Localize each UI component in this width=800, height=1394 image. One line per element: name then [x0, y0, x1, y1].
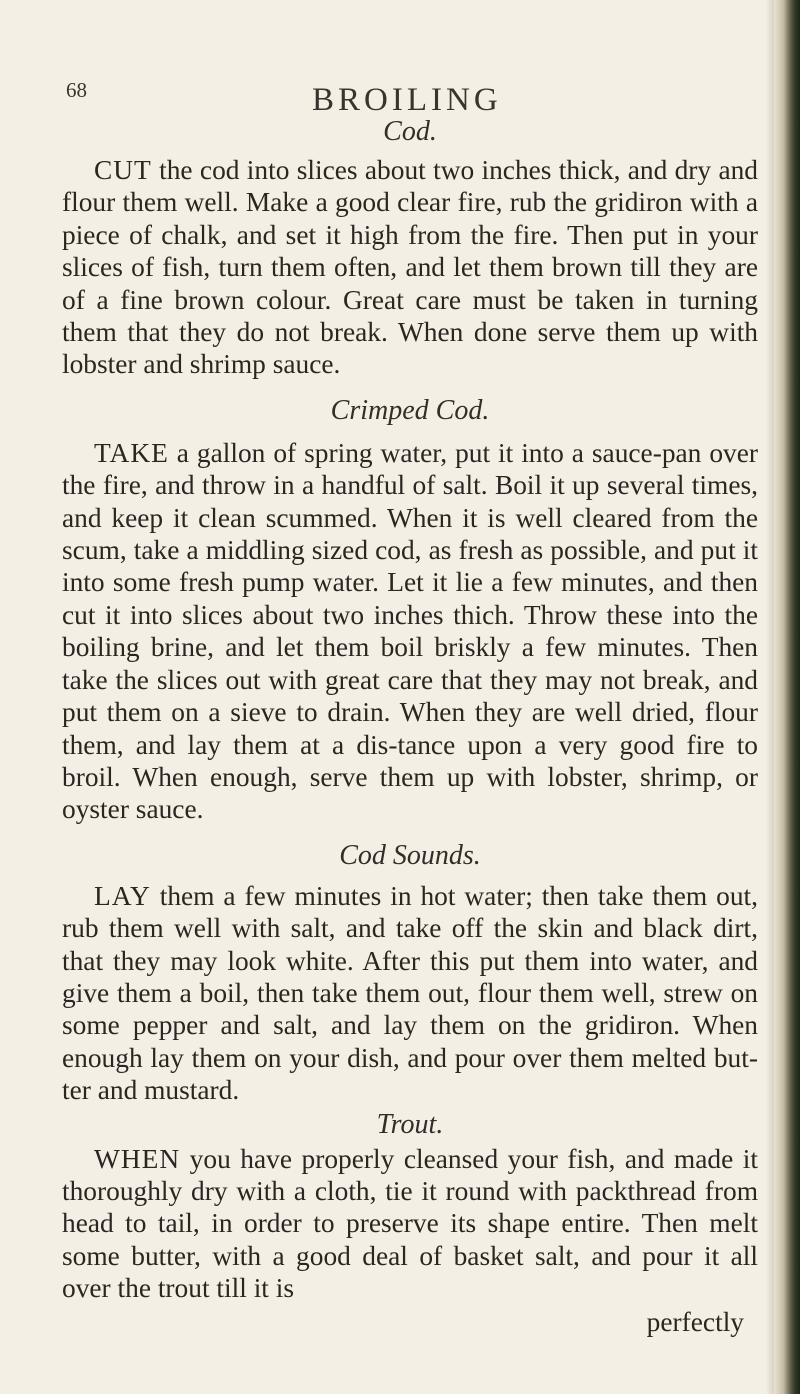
section-body-cod-sounds	[62, 880, 758, 1107]
section-body-crimped-cod	[62, 437, 758, 826]
paragraph-text: the cod into slices about two inches thick, and dry and flour them well. Make a good clear fire, rub the gridiron with a piece of chalk, and set it high from the fire. Then put in your slices of fish, turn them often, and let them brown till they are of a fine brown colour. Great care must be taken in turning them that they do not break. When done serve them up with lobster and shrimp sauce.	[62, 155, 758, 380]
section-title-crimped-cod: Crimped Cod.	[330, 394, 490, 426]
catchword: perfectly	[646, 1306, 744, 1337]
lead-word: TAKE	[94, 437, 169, 468]
page-edge	[774, 0, 800, 1394]
section-title-trout: Trout.	[376, 1108, 444, 1140]
paragraph-text: them a few minutes in hot water; then take them out, rub them well with salt, and take off the skin and black dirt, that they may look white. After this put them into water, and give them a boil, then take them out, flour them well, strew on some pepper and salt, and lay them on the gridiron. When enough lay them on your dish, and pour over them melted but-ter and mustard.	[62, 880, 758, 1106]
lead-word: WHEN	[94, 1143, 181, 1174]
lead-word: CUT	[94, 155, 152, 185]
section-title-cod-sounds: Cod Sounds.	[339, 839, 481, 871]
page-content	[62, 110, 758, 1338]
section-body-cod	[62, 154, 758, 381]
paragraph-text: you have properly cleansed your fish, and made it thoroughly dry with a cloth, tie it round with packthread from head to tail, in order to preserve its shape entire. Then melt some butter, with a good deal of basket salt, and pour it all over the trout till it is	[62, 1143, 758, 1304]
section-title-cod: Cod.	[383, 116, 437, 147]
running-head: BROILING	[312, 82, 502, 118]
section-body-trout	[62, 1143, 758, 1305]
lead-word: LAY	[94, 880, 151, 911]
page-number: 68	[66, 78, 87, 102]
paragraph-text: a gallon of spring water, put it into a sauce-pan over the fire, and throw in a handful of salt. Boil it up several times, and keep it clean scummed. When it is well cleared from the scum, take a middling sized cod, as fresh as possible, and put it into some fresh pump water. Let it lie a few minutes, and then cut it into slices about two inches thich. Throw these into the boiling brine, and let them boil briskly a few minutes. Then take the slices out with great care that they may not break, and put them on a sieve to drain. When they are well dried, flour them, and lay them at a dis-tance upon a very good fire to broil. When enough, serve them up with lobster, shrimp, or oyster sauce.	[62, 437, 758, 825]
